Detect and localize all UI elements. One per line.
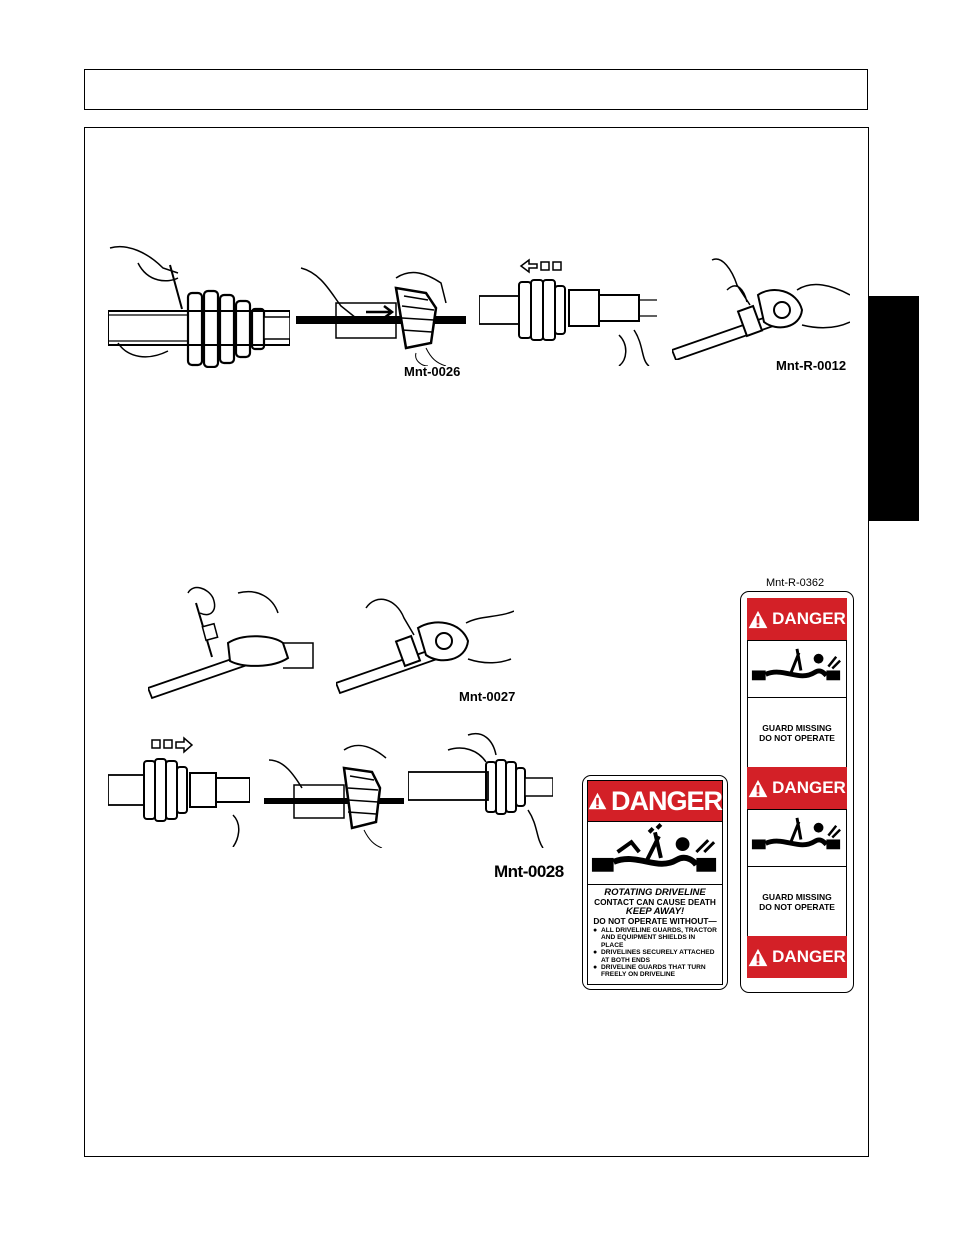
illustration-yoke-attach [672, 250, 850, 360]
decal-bullet-list [592, 927, 718, 979]
decal-line-4: DO NOT OPERATE WITHOUT— [593, 915, 717, 926]
illustration-boot-pull-back [479, 250, 657, 366]
guard-line-1: GUARD MISSING [762, 891, 832, 902]
danger-header-top [747, 598, 847, 640]
caption-mnt-0027: Mnt-0027 [459, 689, 516, 704]
danger-header-bottom [747, 936, 847, 978]
caption-mnt-r-0012: Mnt-R-0012 [776, 358, 847, 373]
warning-triangle-icon [748, 779, 768, 798]
caption-mnt-0028: Mnt-0028 [494, 862, 564, 881]
illustration-cone-push [264, 730, 404, 848]
caption-mnt-r-0362: Mnt-R-0362 [766, 577, 825, 589]
illustration-grease-fitting [148, 583, 318, 701]
danger-word: DANGER [772, 947, 846, 966]
decal-line-1: ROTATING DRIVELINE [604, 887, 706, 898]
warning-triangle-icon [748, 948, 768, 967]
entanglement-pictogram [747, 640, 847, 697]
decal-line-3: KEEP AWAY! [625, 906, 685, 917]
illustration-yoke-lock [336, 583, 514, 695]
guard-line-1: GUARD MISSING [762, 722, 832, 733]
decal-line-2: CONTACT CAN CAUSE DEATH [594, 896, 716, 907]
illustration-shield-installed [408, 730, 553, 848]
decal-bullet: ● DRIVELINE GUARDS THAT TURN FREELY ON DRIVELINE [592, 964, 718, 979]
danger-word: DANGER [610, 785, 722, 816]
illustration-cone-sliding [296, 248, 466, 366]
danger-word: DANGER [772, 609, 846, 628]
caption-mnt-0026: Mnt-0026 [404, 364, 461, 379]
decal-bullet: ● DRIVELINES SECURELY ATTACHED AT BOTH ENDS [592, 949, 718, 964]
guard-missing-message [747, 866, 847, 936]
guard-missing-message [747, 697, 847, 767]
entanglement-pictogram [588, 821, 722, 885]
danger-decal-guard-missing [740, 591, 854, 993]
illustration-boot-push-forward [108, 735, 250, 847]
entanglement-pictogram [747, 809, 847, 866]
warning-triangle-icon [588, 787, 607, 815]
danger-header-middle [747, 767, 847, 809]
danger-decal-rotating-driveline [582, 775, 728, 990]
warning-triangle-icon [748, 610, 768, 629]
section-side-tab [869, 296, 919, 521]
guard-line-2: DO NOT OPERATE [759, 901, 835, 912]
decal-bullet: ● ALL DRIVELINE GUARDS, TRACTOR AND EQUIPMENT SHIELDS IN PLACE [592, 927, 718, 949]
danger-header [588, 781, 722, 821]
decal-message [588, 885, 722, 982]
illustration-boot-clamp-removal [108, 243, 290, 368]
page-header-box [84, 69, 868, 110]
guard-line-2: DO NOT OPERATE [759, 732, 835, 743]
danger-word: DANGER [772, 778, 846, 797]
